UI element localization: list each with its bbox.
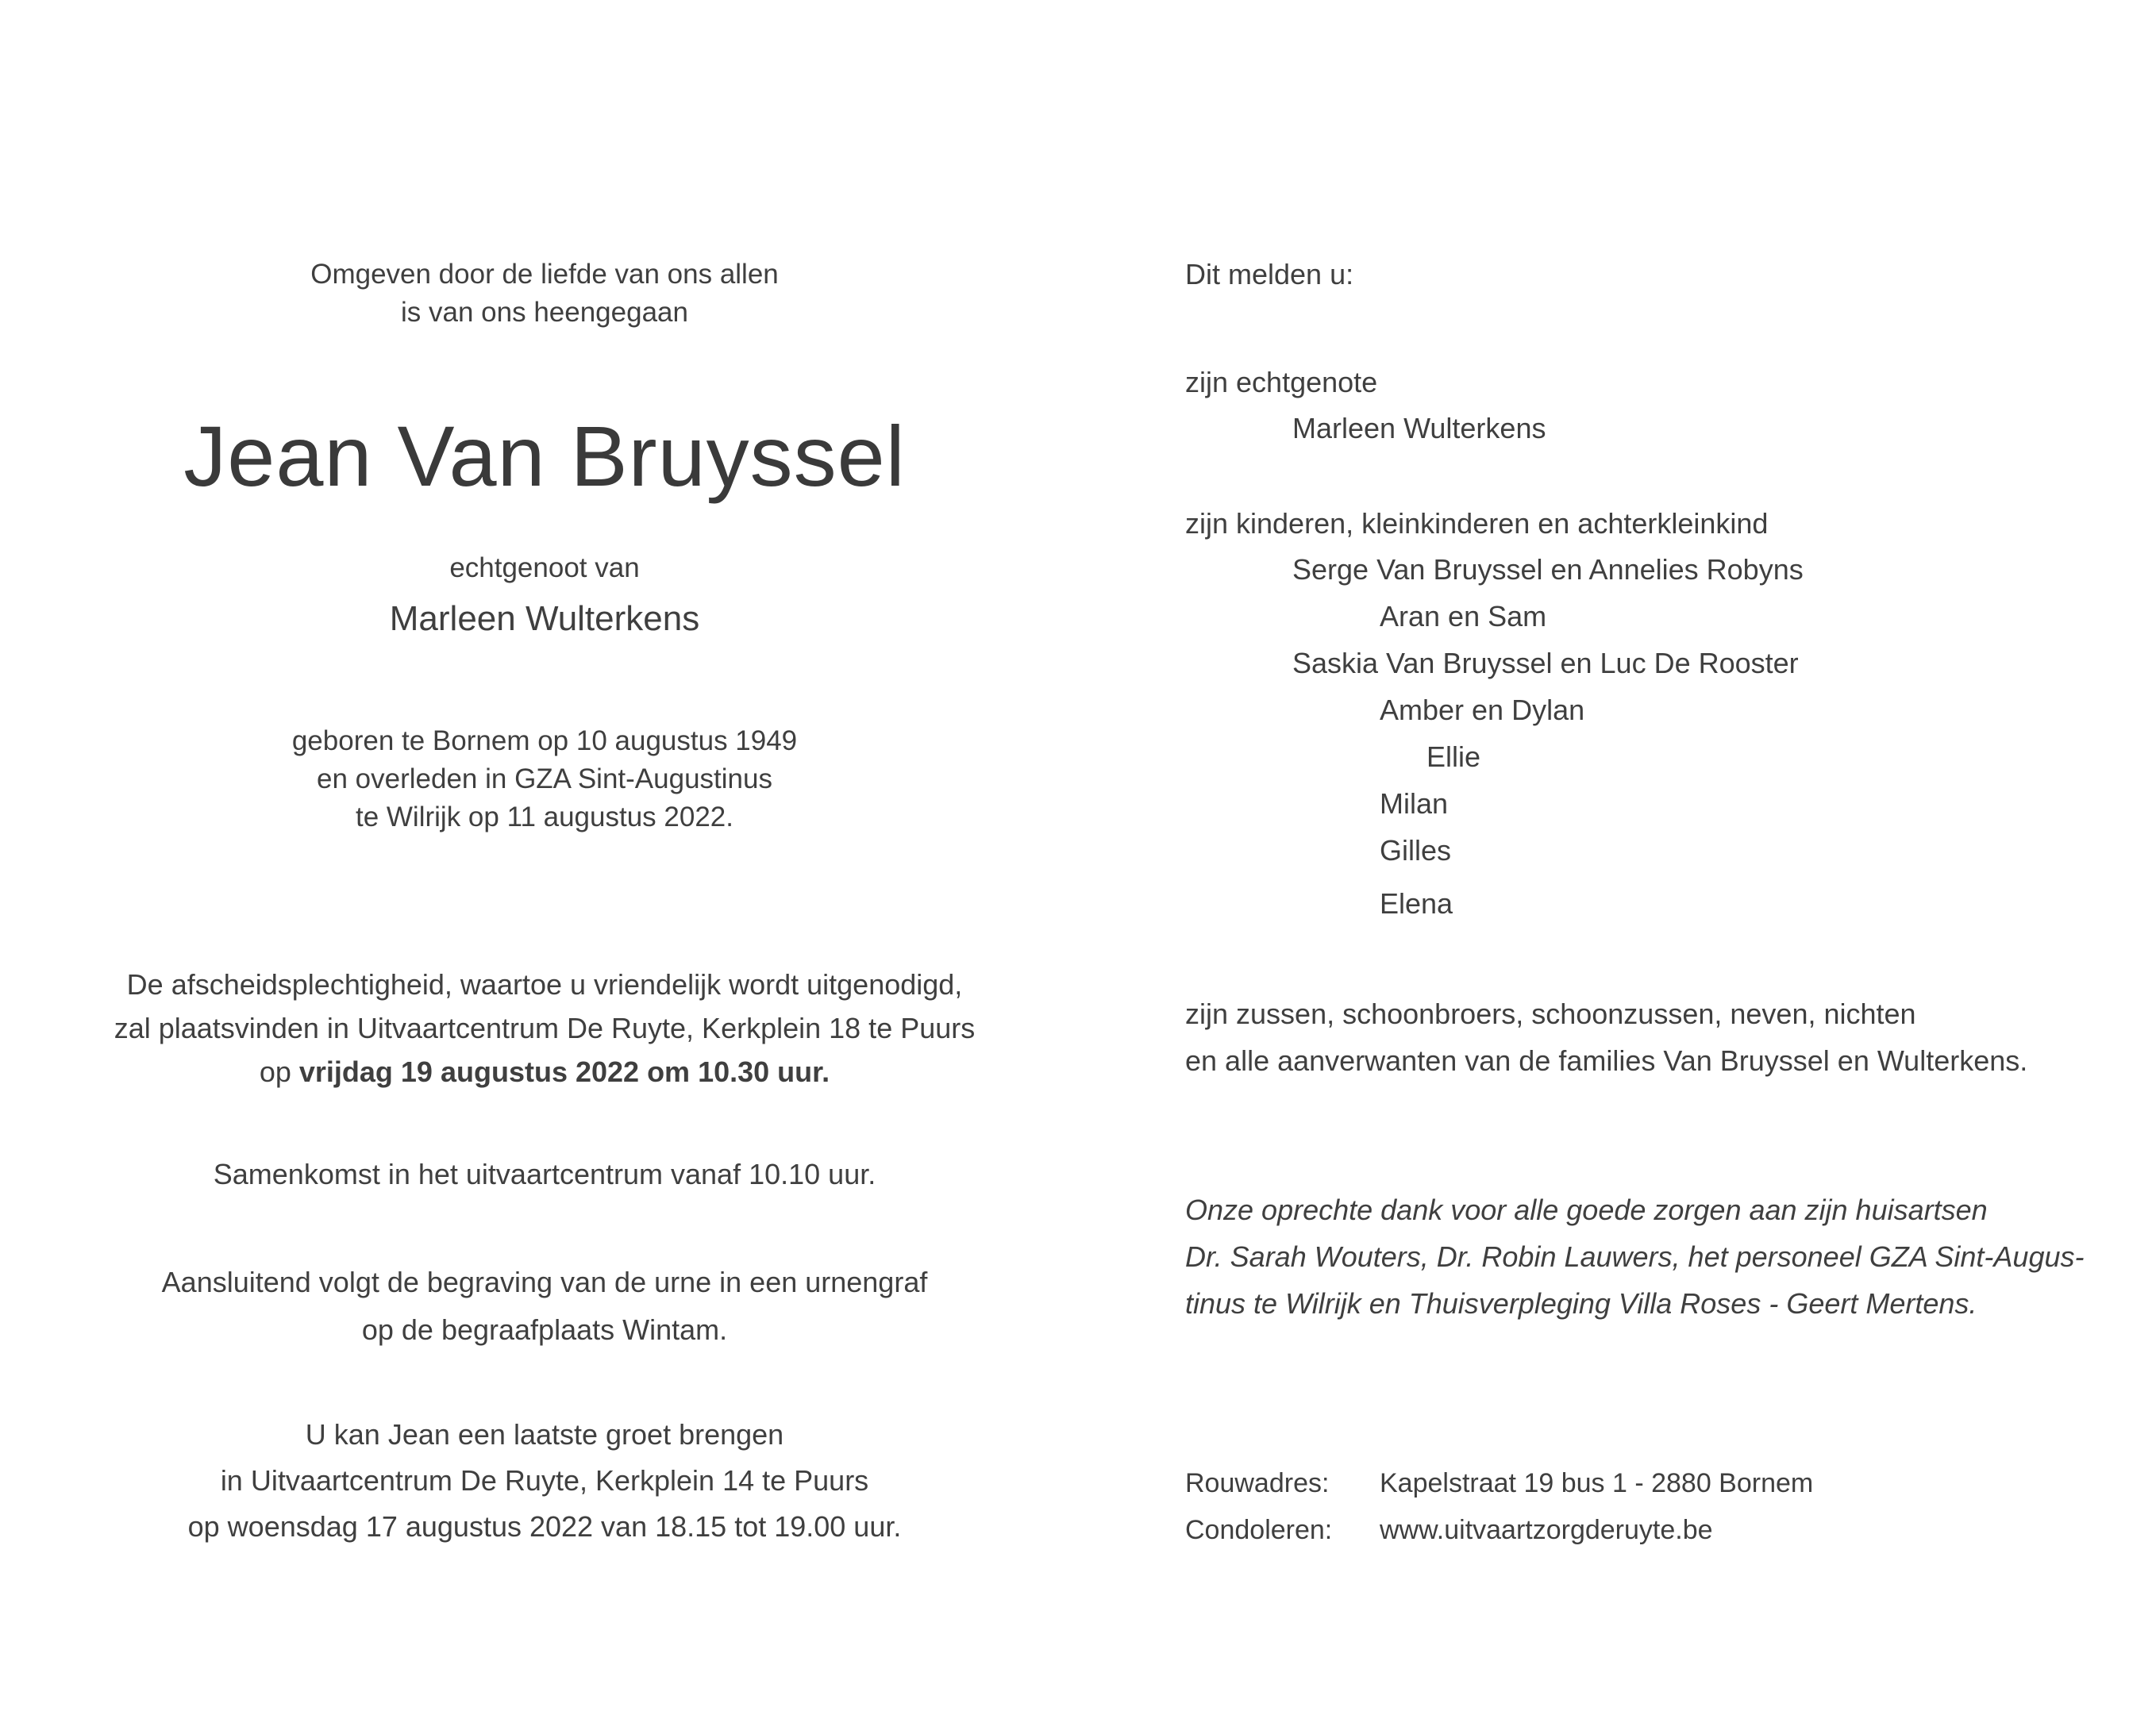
announce-label: Dit melden u: [1185, 258, 1354, 290]
spouse-name: Marleen Wulterkens [389, 599, 700, 638]
dates-line: geboren te Bornem op 10 augustus 1949 [291, 725, 798, 756]
family-member: Serge Van Bruyssel en Annelies Robyns [1292, 553, 1804, 586]
dates-line: en overleden in GZA Sint-Augustinus [317, 763, 772, 794]
thanks-text [1185, 1186, 2084, 1327]
visit-info [0, 1412, 1089, 1550]
family-member: Amber en Dylan [1380, 694, 1585, 726]
address-row [1185, 1460, 1813, 1507]
spouse-name-right: Marleen Wulterkens [1292, 412, 1546, 444]
condolence-link[interactable]: www.uitvaartzorgderuyte.be [1380, 1515, 1713, 1545]
dates-line: te Wilrijk op 11 augustus 2022. [355, 802, 733, 832]
spouse-label: zijn echtgenote [1185, 366, 1378, 398]
thanks-line: tinus te Wilrijk en Thuisverpleging Villa Roses - Geert Mertens. [1185, 1287, 1977, 1320]
address-label: Rouwadres: [1185, 1468, 1330, 1498]
thanks-line: Onze oprechte dank voor alle goede zorgen aan zijn huisartsen [1185, 1194, 1988, 1226]
family-member: Elena [1380, 887, 1453, 920]
family-member: Saskia Van Bruyssel en Luc De Rooster [1292, 647, 1799, 679]
contact-info [1185, 1460, 1813, 1554]
visit-line: in Uitvaartcentrum De Ruyte, Kerkplein 14 te Puurs [220, 1464, 869, 1497]
burial-info [0, 1259, 1089, 1354]
relatives-line: en alle aanverwanten van de families Van Bruyssel en Wulterkens. [1185, 1044, 2028, 1077]
spouse-of-label: echtgenoot van [449, 552, 640, 583]
burial-line: Aansluitend volgt de begraving van de urne in een urnengraf [161, 1266, 928, 1298]
family-member: Aran en Sam [1380, 600, 1547, 632]
family-member: Gilles [1380, 834, 1452, 867]
thanks-line: Dr. Sarah Wouters, Dr. Robin Lauwers, het personeel GZA Sint-Augus- [1185, 1240, 2085, 1273]
relatives-text [1185, 990, 2027, 1084]
meeting-info: Samenkomst in het uitvaartcentrum vanaf 10.10 uur. [213, 1158, 876, 1190]
ceremony-prefix: op [259, 1055, 299, 1088]
family-label: zijn kinderen, kleinkinderen en achterkleinkind [1185, 507, 1769, 540]
deceased-name: Jean Van Bruyssel [183, 408, 906, 504]
family-member: Ellie [1426, 740, 1481, 773]
visit-line: op woensdag 17 augustus 2022 van 18.15 tot 19.00 uur. [187, 1510, 902, 1543]
burial-line: op de begraafplaats Wintam. [361, 1313, 728, 1346]
ceremony-line [0, 1050, 1089, 1094]
ceremony-date: vrijdag 19 augustus 2022 om 10.30 uur. [298, 1055, 830, 1088]
condolence-label: Condoleren: [1185, 1515, 1333, 1545]
ceremony-line: zal plaatsvinden in Uitvaartcentrum De Ruyte, Kerkplein 18 te Puurs [114, 1012, 976, 1044]
intro-line: is van ons heengegaan [401, 297, 688, 328]
ceremony-info [0, 963, 1089, 1094]
visit-line: U kan Jean een laatste groet brengen [305, 1418, 784, 1451]
condolence-row [1185, 1507, 1813, 1554]
family-member: Milan [1380, 787, 1449, 820]
life-dates [0, 722, 1089, 836]
address-value: Kapelstraat 19 bus 1 - 2880 Bornem [1380, 1468, 1814, 1498]
intro-text [0, 256, 1089, 332]
intro-line: Omgeven door de liefde van ons allen [310, 259, 779, 290]
ceremony-line: De afscheidsplechtigheid, waartoe u vriendelijk wordt uitgenodigd, [126, 968, 963, 1001]
relatives-line: zijn zussen, schoonbroers, schoonzussen, neven, nichten [1185, 998, 1916, 1030]
